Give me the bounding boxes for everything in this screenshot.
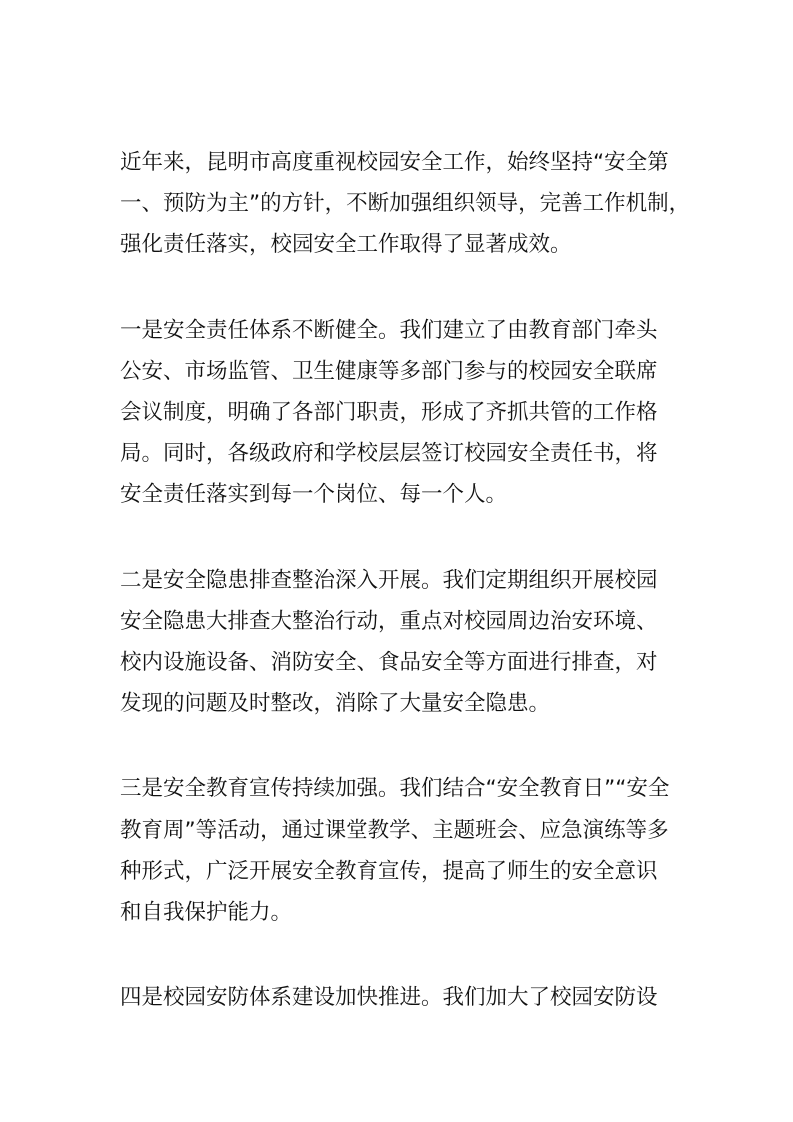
- text-line: 发现的问题及时整改，消除了大量安全隐患。: [120, 691, 551, 717]
- paragraph-security-system: [120, 977, 680, 1018]
- text-line: 三是安全教育宣传持续加强。我们结合“安全教育日”“安全: [120, 776, 670, 802]
- text-line: 和自我保护能力。: [120, 900, 293, 926]
- text-line: 一、预防为主”的方针，不断加强组织领导，完善工作机制，: [120, 191, 691, 217]
- text-line: 近年来，昆明市高度重视校园安全工作，始终坚持“安全第: [120, 150, 669, 175]
- text-line: 局。同时，各级政府和学校层层签订校园安全责任书，将: [120, 441, 658, 467]
- text-line: 教育周”等活动，通过课堂教学、主题班会、应急演练等多: [120, 817, 669, 843]
- text-line: 种形式，广泛开展安全教育宣传，提高了师生的安全意识: [120, 858, 658, 884]
- paragraph-hazard-inspection: [120, 560, 680, 725]
- text-line: 强化责任落实，校园安全工作取得了显著成效。: [120, 232, 572, 258]
- paragraph-safety-education: [120, 768, 680, 933]
- text-line: 一是安全责任体系不断健全。我们建立了由教育部门牵头: [120, 317, 658, 343]
- paragraph-intro: [120, 142, 691, 266]
- text-line: 四是校园安防体系建设加快推进。我们加大了校园安防设: [120, 985, 658, 1011]
- text-line: 安全责任落实到每一个岗位、每一个人。: [120, 482, 508, 508]
- document-body: [120, 142, 691, 1062]
- text-line: 会议制度，明确了各部门职责，形成了齐抓共管的工作格: [120, 400, 658, 426]
- text-line: 二是安全隐患排查整治深入开展。我们定期组织开展校园: [120, 567, 658, 593]
- text-line: 安全隐患大排查大整治行动，重点对校园周边治安环境、: [120, 608, 658, 634]
- text-line: 公安、市场监管、卫生健康等多部门参与的校园安全联席: [120, 358, 658, 384]
- paragraph-responsibility-system: [120, 310, 680, 516]
- text-line: 校内设施设备、消防安全、食品安全等方面进行排查，对: [120, 650, 658, 676]
